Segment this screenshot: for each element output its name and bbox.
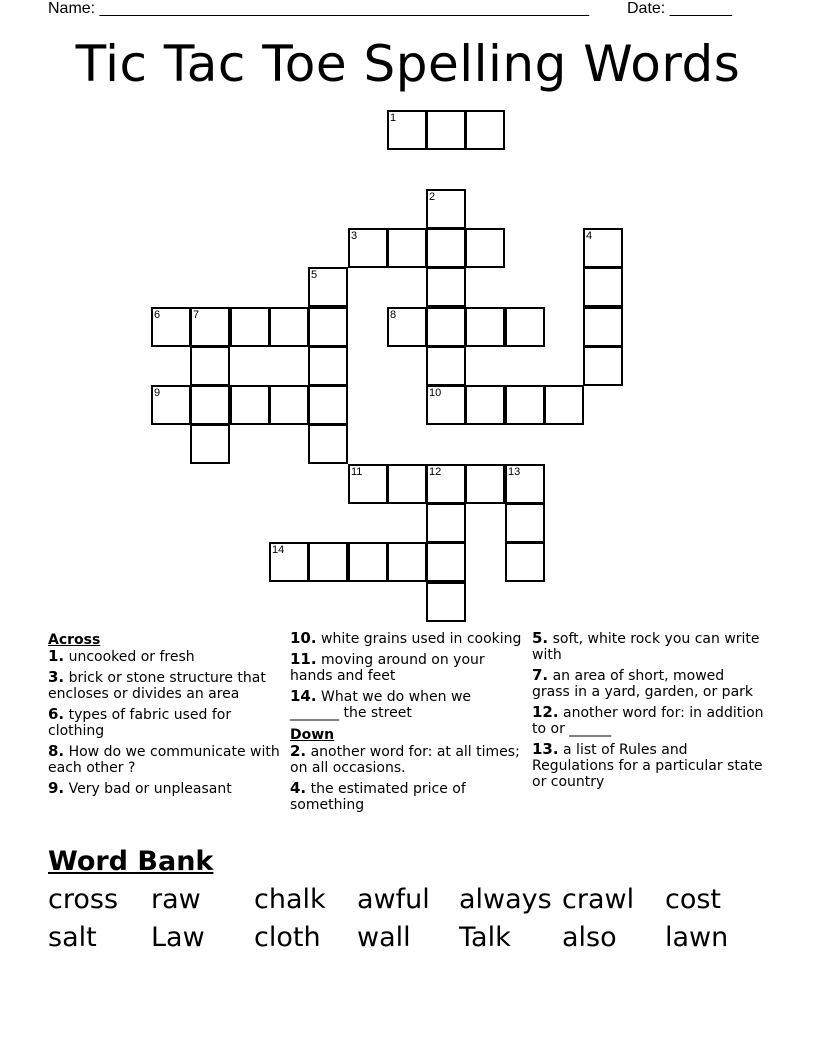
clue-number: 8.: [48, 742, 65, 760]
crossword-cell[interactable]: [348, 464, 388, 504]
word-bank-word: Law: [151, 922, 205, 953]
clue-text: white grains used in cooking: [316, 631, 522, 647]
clue-number: 14.: [290, 687, 317, 705]
clue-number: 2.: [290, 742, 307, 760]
clue: [290, 630, 522, 647]
clue-number: 5.: [532, 629, 549, 647]
clue: [48, 706, 280, 739]
crossword-cell[interactable]: [426, 189, 466, 229]
clue-number: 7.: [532, 666, 549, 684]
crossword-cell[interactable]: [426, 542, 466, 582]
crossword-cell[interactable]: [308, 385, 348, 425]
crossword-cell[interactable]: [348, 228, 388, 268]
crossword-cell[interactable]: [505, 503, 545, 543]
clue: [48, 780, 280, 797]
crossword-cell[interactable]: [387, 464, 427, 504]
clue: [290, 743, 522, 776]
crossword-cell[interactable]: [426, 267, 466, 307]
crossword-cell[interactable]: [583, 346, 623, 386]
clue: [532, 630, 764, 663]
crossword-cell[interactable]: [269, 385, 309, 425]
clue-text: What we do when we _______ the street: [290, 689, 472, 721]
crossword-cell[interactable]: [465, 110, 505, 150]
crossword-cell[interactable]: [308, 542, 348, 582]
clue-number: 3.: [48, 668, 65, 686]
clue-text: another word for: at all times; on all occasions.: [290, 744, 520, 776]
cell-number: 11: [351, 466, 363, 478]
crossword-cell[interactable]: [269, 307, 309, 347]
clue-number: 12.: [532, 703, 559, 721]
clue-column-1: [48, 630, 280, 801]
crossword-cell[interactable]: [426, 346, 466, 386]
cell-number: 5: [311, 269, 318, 281]
clue: [48, 648, 280, 665]
clue-number: 10.: [290, 629, 317, 647]
crossword-cell[interactable]: [308, 267, 348, 307]
name-field: Name: _______________________________________________________: [48, 0, 589, 17]
clue-text: an area of short, mowed grass in a yard, garden, or park: [532, 668, 754, 700]
crossword-cell[interactable]: [583, 228, 623, 268]
word-bank-word: awful: [357, 884, 430, 915]
clue: [532, 741, 764, 790]
crossword-cell[interactable]: [465, 307, 505, 347]
date-field: Date: _______: [627, 0, 732, 17]
cell-number: 14: [272, 544, 285, 556]
clue-text: types of fabric used for clothing: [48, 707, 232, 739]
cell-number: 2: [429, 191, 436, 203]
clue-number: 4.: [290, 779, 307, 797]
crossword-cell[interactable]: [230, 385, 270, 425]
clue-text: How do we communicate with each other ?: [48, 744, 280, 776]
word-bank-word: lawn: [665, 922, 729, 953]
crossword-cell[interactable]: [426, 110, 466, 150]
clue-text: a list of Rules and Regulations for a particular state or country: [532, 742, 763, 790]
crossword-cell[interactable]: [151, 307, 191, 347]
crossword-cell[interactable]: [308, 307, 348, 347]
crossword-cell[interactable]: [583, 267, 623, 307]
crossword-cell[interactable]: [151, 385, 191, 425]
word-bank-word: chalk: [254, 884, 326, 915]
crossword-cell[interactable]: [387, 110, 427, 150]
crossword-cell[interactable]: [465, 228, 505, 268]
cell-number: 1: [390, 112, 397, 124]
crossword-cell[interactable]: [426, 385, 466, 425]
crossword-cell[interactable]: [544, 385, 584, 425]
crossword-cell[interactable]: [348, 542, 388, 582]
crossword-cell[interactable]: [426, 464, 466, 504]
clue: [532, 667, 764, 700]
down-heading: Down: [290, 727, 335, 743]
word-bank-word: always: [459, 884, 552, 915]
clue-text: another word for: in addition to or ______: [532, 705, 764, 737]
clue: [290, 780, 522, 813]
crossword-cell[interactable]: [190, 307, 230, 347]
crossword-cell[interactable]: [230, 307, 270, 347]
crossword-cell[interactable]: [426, 307, 466, 347]
clue: [290, 651, 522, 684]
crossword-cell[interactable]: [426, 228, 466, 268]
crossword-cell[interactable]: [190, 424, 230, 464]
word-bank-word: cloth: [254, 922, 321, 953]
crossword-cell[interactable]: [583, 307, 623, 347]
clue-number: 1.: [48, 647, 65, 665]
crossword-cell[interactable]: [308, 346, 348, 386]
word-bank-word: also: [562, 922, 617, 953]
crossword-cell[interactable]: [426, 582, 466, 622]
crossword-cell[interactable]: [426, 503, 466, 543]
clue-number: 6.: [48, 705, 65, 723]
crossword-cell[interactable]: [387, 307, 427, 347]
clue: [48, 743, 280, 776]
crossword-cell[interactable]: [505, 307, 545, 347]
cell-number: 7: [193, 309, 200, 321]
crossword-cell[interactable]: [465, 385, 505, 425]
across-heading: Across: [48, 632, 101, 648]
clue-text: soft, white rock you can write with: [532, 631, 760, 663]
clue-text: moving around on your hands and feet: [290, 652, 485, 684]
cell-number: 13: [508, 466, 521, 478]
cell-number: 6: [154, 309, 161, 321]
clue-number: 11.: [290, 650, 317, 668]
page-title: Tic Tac Toe Spelling Words: [75, 35, 741, 93]
cell-number: 3: [351, 230, 358, 242]
clue-text: the estimated price of something: [290, 781, 466, 813]
word-bank-word: cross: [48, 884, 119, 915]
clue: [532, 704, 764, 737]
cell-number: 4: [586, 230, 593, 242]
clue: [48, 669, 280, 702]
clue-number: 13.: [532, 740, 559, 758]
cell-number: 9: [154, 387, 161, 399]
crossword-cell[interactable]: [505, 542, 545, 582]
cell-number: 10: [429, 387, 442, 399]
clue-column-3: [532, 630, 764, 794]
word-bank-word: crawl: [562, 884, 635, 915]
clue: [290, 688, 522, 721]
crossword-cell[interactable]: [387, 542, 427, 582]
crossword-cell[interactable]: [190, 346, 230, 386]
clue-text: Very bad or unpleasant: [64, 781, 232, 797]
clue-text: brick or stone structure that encloses or divides an area: [48, 670, 266, 702]
cell-number: 12: [429, 466, 442, 478]
word-bank-word: Talk: [459, 922, 511, 953]
clue-number: 9.: [48, 779, 65, 797]
word-bank-title: Word Bank: [48, 846, 214, 877]
clue-column-2: [290, 630, 522, 817]
cell-number: 8: [390, 309, 397, 321]
crossword-cell[interactable]: [387, 228, 427, 268]
word-bank-word: salt: [48, 922, 97, 953]
crossword-cell[interactable]: [465, 464, 505, 504]
word-bank-word: cost: [665, 884, 722, 915]
clue-text: uncooked or fresh: [64, 649, 195, 665]
crossword-cell[interactable]: [505, 385, 545, 425]
word-bank-word: raw: [151, 884, 201, 915]
crossword-cell[interactable]: [308, 424, 348, 464]
crossword-cell[interactable]: [190, 385, 230, 425]
word-bank-word: wall: [357, 922, 411, 953]
crossword-cell[interactable]: [505, 464, 545, 504]
crossword-cell[interactable]: [269, 542, 309, 582]
